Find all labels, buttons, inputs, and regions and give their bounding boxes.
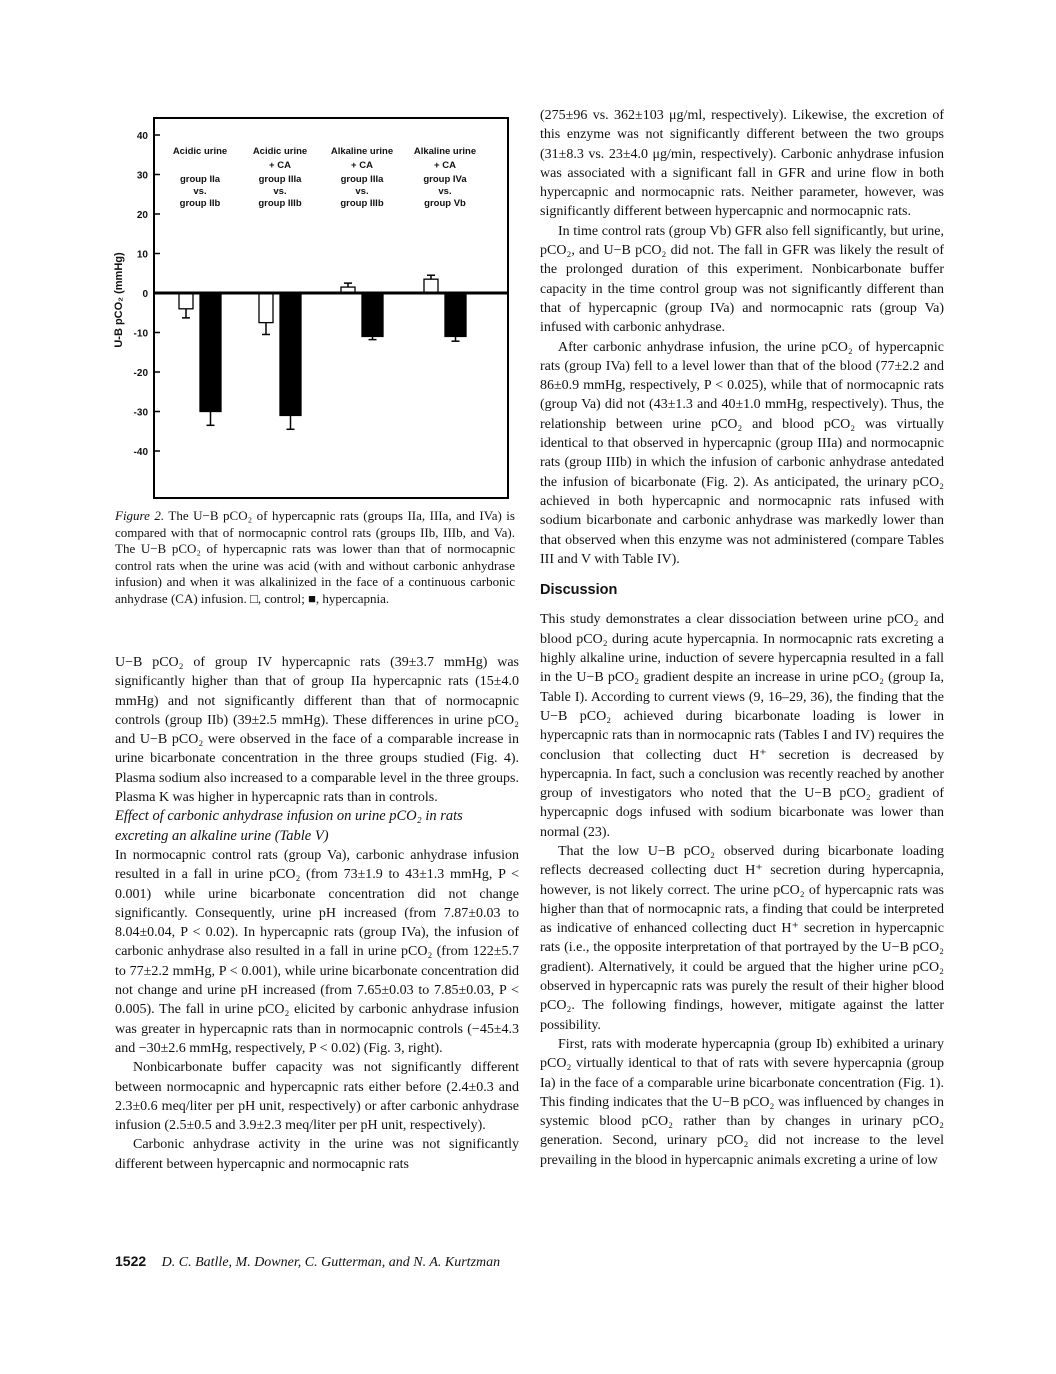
control-bar <box>179 293 193 309</box>
category-label-line: group IIIa <box>340 174 384 185</box>
left-column <box>115 653 519 1174</box>
y-tick-label: 0 <box>142 289 148 300</box>
bars <box>179 275 466 429</box>
category-label-line: Alkaline urine <box>413 146 477 157</box>
category-label-line: group IIIa <box>258 174 302 185</box>
category-label-line: + CA <box>351 160 373 171</box>
paragraph: Carbonic anhydrase activity in the urine was not significantly different between hypercapnic and normocapnic rats <box>115 1137 519 1172</box>
section-subheading: Effect of carbonic anhydrase infusion on urine pCO₂ in rats excreting an alkaline urine (Table V) <box>115 808 463 844</box>
figure-2-bar-chart <box>100 110 520 510</box>
paragraph: After carbonic anhydrase infusion, the urine pCO₂ of hypercapnic rats (group IVa) fell to a level lower than that of the blood (77±2.2 and 86±0.9 mmHg, respectively, P < 0.025), while that of normocapnic rats (group Va) did not (43±1.3 and 40±1.0 mmHg, respectively). Thus, the relationship between urine pCO₂ and blood pCO₂ was virtually identical to that observed in hypercapnic (group IIIa) and normocapnic rats (group IIIb) in which the infusion of carbonic anhydrase antedated the infusion of bicarbonate (Fig. 2). As anticipated, the urinary pCO₂ achieved in both hypercapnic and normocapnic rats infused with sodium bicarbonate and carbonic anhydrase was markedly lower than that observed when this enzyme was not administered (compare Tables III and V with Table IV). <box>540 339 944 567</box>
category-label-line: group IIa <box>179 174 221 185</box>
y-tick-label: 40 <box>136 131 148 142</box>
authors: D. C. Batlle, M. Downer, C. Gutterman, and N. A. Kurtzman <box>161 1255 501 1270</box>
category-label-line: vs. <box>193 186 207 197</box>
paragraph: Nonbicarbonate buffer capacity was not significantly different between normocapnic and hypercapnic rats either before (2.4±0.3 and 2.3±0.6 meq/liter per pH unit, respectively) or after carbonic anhydrase infusion (2.5±0.5 and 3.9±2.3 meq/liter per pH unit, respectively). <box>115 1060 519 1134</box>
caption-text: The U−B pCO₂ of hypercapnic rats (groups IIa, IIIa, and IVa) is compared with that of normocapnic control rats (groups IIb, IIIb, and Va). The U−B pCO₂ of hypercapnic rats was lower than that of normocapnic control rats when the urine was acid (with and without carbonic anhydrase infusion) and when it was alkalinized in the face of a continuous carbonic anhydrase (CA) infusion. □, control; ■, hypercapnia. <box>115 508 515 606</box>
caption-label: Figure 2. <box>115 508 165 523</box>
paragraph: In normocapnic control rats (group Va), carbonic anhydrase infusion resulted in a fall in urine pCO₂ (from 73±1.9 to 43±1.3 mmHg, P < 0.001) while urine bicarbonate concentration did not change significantly. Consequently, urine pH increased (from 7.87±0.03 to 8.04±0.04, P < 0.02). In hypercapnic rats (group IVa), the infusion of carbonic anhydrase also resulted in a fall in urine pCO₂ (from 122±5.7 to 77±2.2 mmHg, P < 0.001), while urine bicarbonate concentration did not change and urine pH increased (from 7.65±0.03 to 7.85±0.03, P < 0.005). The fall in urine pCO₂ elicited by carbonic anhydrase infusion was greater in hypercapnic rats than in normocapnic controls (−45±4.3 and −30±2.6 mmHg, respectively, P < 0.02) (Fig. 3, right). <box>115 847 519 1056</box>
category-label-line: group IIIb <box>258 198 302 209</box>
y-axis-label: U-B pCO₂ (mmHg) <box>113 252 125 348</box>
y-tick-label: -30 <box>133 407 148 419</box>
hypercapnia-bar <box>445 293 466 336</box>
paragraph: U−B pCO₂ of group IV hypercapnic rats (39±3.7 mmHg) was significantly higher than that of group IIa hypercapnic rats (15±4.0 mmHg) and not significantly different than that of normocapnic controls (group IIb) (39±2.5 mmHg). These differences in urine pCO₂ and U−B pCO₂ were observed in the face of a comparable increase in urine bicarbonate concentration in the three groups studied (Fig. 4). Plasma sodium also increased to a comparable level in the three groups. Plasma K was higher in hypercapnic rats than in controls. <box>115 655 519 806</box>
y-tick-label: 30 <box>136 170 148 182</box>
paragraph: This study demonstrates a clear dissociation between urine pCO₂ and blood pCO₂ during acute hypercapnia. In normocapnic rats excreting a highly alkaline urine, induction of severe hypercapnia resulted in a fall in the U−B pCO₂ gradient despite an increase in urine pCO₂ (group Ia, Table I). According to current views (9, 16–29, 36), the finding that the U−B pCO₂ achieved during bicarbonate loading is lower in hypercapnic rats than in normocapnic rats (Tables I and IV) requires the conclusion that collecting duct H⁺ secretion is decreased by hypercapnia. In fact, such a conclusion was recently reached by another group of investigators who noted that the U−B pCO₂ gradient of hypercapnic dogs infused with sodium bicarbonate was lower than normal (23). <box>540 612 944 840</box>
category-label-line: group IIb <box>179 198 221 209</box>
control-bar <box>259 293 273 323</box>
category-label-line: vs. <box>355 186 369 197</box>
category-label-line: vs. <box>438 186 452 197</box>
paragraph: In time control rats (group Vb) GFR also fell significantly, but urine, pCO₂, and U−B pCO₂ did not. The fall in GFR was likely the result of the prolonged duration of this experiment. Nonbicarbonate buffer capacity in the time control group was not significantly different than that of hypercapnic (group IVa) and normocapnic rats (group Va) infused with carbonic anhydrase. <box>540 223 944 336</box>
category-label-line: group Vb <box>424 198 466 209</box>
paragraph: That the low U−B pCO₂ observed during bicarbonate loading reflects decreased collecting duct H⁺ secretion during hypercapnia, however, is not likely correct. The urine pCO₂ of hypercapnic rats was higher than that of normocapnic rats, a finding that could be interpreted as indicative of enhanced collecting duct H⁺ secretion in hypercapnic rats (i.e., the opposite interpretation of that portrayed by the U−B pCO₂ gradient). Alternatively, it could be argued that the higher urine pCO₂ observed in hypercapnic rats was purely the result of their higher blood pCO₂. The following findings, however, mitigate against the latter possibility. <box>540 843 944 1033</box>
hypercapnia-bar <box>200 293 221 412</box>
category-label-line: group IIIb <box>340 198 384 209</box>
category-labels <box>173 146 476 209</box>
right-column <box>540 106 944 1170</box>
paragraph: (275±96 vs. 362±103 μg/ml, respectively). Likewise, the excretion of this enzyme was not significantly different between the two groups (31±8.3 vs. 23±4.0 μg/min, respectively). Carbonic anhydrase infusion was associated with a significant fall in GFR and urine flow in both hypercapnic and normocapnic rats. Neither parameter, however, was significantly different between hypercapnic and normocapnic rats. <box>540 108 944 220</box>
category-label-line: Alkaline urine <box>330 146 394 157</box>
y-tick-label: 20 <box>136 210 148 221</box>
category-label-line: + CA <box>269 160 291 171</box>
control-bar <box>424 279 438 293</box>
y-tick-label: 10 <box>136 249 148 261</box>
figure-caption <box>115 508 515 608</box>
hypercapnia-bar <box>362 293 383 336</box>
y-tick-label: -10 <box>133 328 148 340</box>
y-tick-label: -40 <box>133 447 148 458</box>
paragraph: First, rats with moderate hypercapnia (group Ib) exhibited a urinary pCO₂ virtually identical to that of rats with severe hypercapnia (group Ia) in the face of a comparable urine bicarbonate concentration (Fig. 1). This finding indicates that the U−B pCO₂ was influenced by changes in systemic blood pCO₂ rather than by changes in urinary pCO₂ generation. Second, urinary pCO₂ did not increase to the level prevailing in the blood in hypercapnic animals excreting a urine of low <box>540 1036 944 1168</box>
category-label-line: Acidic urine <box>172 146 228 157</box>
page-number: 1522 <box>115 1253 147 1269</box>
y-tick-label: -20 <box>133 368 148 379</box>
category-label-line: group IVa <box>423 174 467 185</box>
category-label-line: vs. <box>273 186 287 197</box>
category-label-line: Acidic urine <box>252 146 308 157</box>
page-footer <box>115 1253 500 1271</box>
category-label-line: + CA <box>434 160 456 171</box>
discussion-heading: Discussion <box>540 582 618 599</box>
hypercapnia-bar <box>280 293 301 415</box>
